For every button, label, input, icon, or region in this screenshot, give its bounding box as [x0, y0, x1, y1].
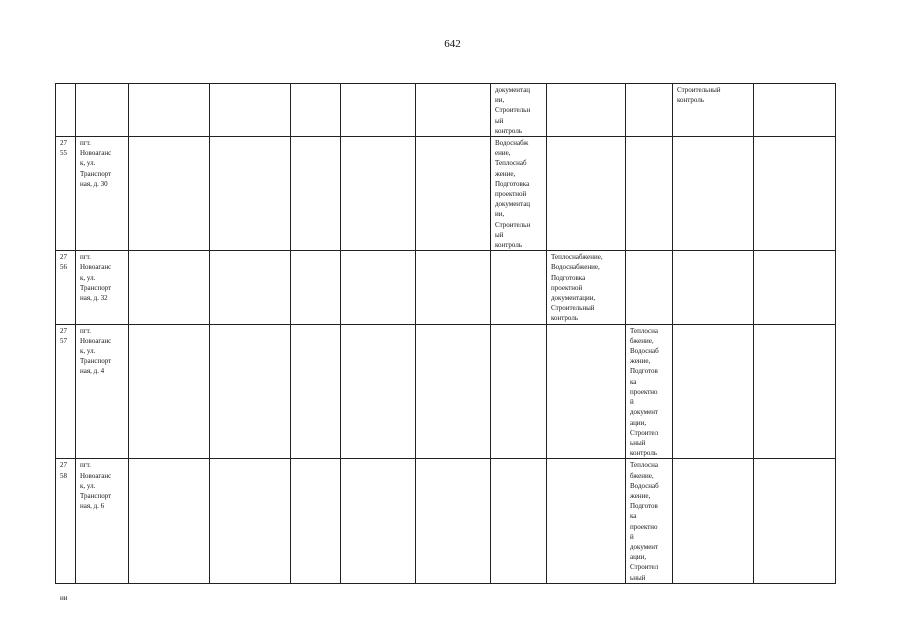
table-cell [416, 84, 491, 137]
table-body [56, 84, 836, 584]
table-cell [341, 324, 416, 459]
table-cell [547, 84, 626, 137]
table-cell [129, 251, 210, 324]
table-row [56, 324, 836, 459]
address-cell: пгт. Новоаганс к, ул. Транспорт ная, д. 30 [76, 137, 129, 251]
table-cell [754, 137, 836, 251]
table-cell [129, 137, 210, 251]
table-cell [491, 251, 547, 324]
row-number-cell: 27 55 [56, 137, 76, 251]
table-cell [210, 84, 291, 137]
table-cell [210, 324, 291, 459]
table-cell [291, 137, 341, 251]
table-cell [341, 84, 416, 137]
page-number: 642 [444, 38, 461, 50]
table-cell [210, 251, 291, 324]
address-cell [76, 84, 129, 137]
table-cell [754, 251, 836, 324]
data-table [55, 83, 836, 584]
table-cell [547, 324, 626, 459]
table-row [56, 459, 836, 583]
table-cell [673, 324, 754, 459]
table-cell [341, 459, 416, 583]
table-cell [129, 459, 210, 583]
address-cell: пгт. Новоаганс к, ул. Транспорт ная, д. 6 [76, 459, 129, 583]
table-cell [491, 459, 547, 583]
table-cell [210, 459, 291, 583]
table-cell [491, 324, 547, 459]
footer-mark: ни [60, 594, 68, 602]
address-cell: пгт. Новоаганс к, ул. Транспорт ная, д. 32 [76, 251, 129, 324]
table-row [56, 251, 836, 324]
table-cell [626, 84, 673, 137]
table-cell [291, 84, 341, 137]
address-cell: пгт. Новоаганс к, ул. Транспорт ная, д. 4 [76, 324, 129, 459]
table-cell [291, 251, 341, 324]
table-cell: Теплосна бжение, Водоснаб жение, Подготов ка проектно й документ ации, Строител ьный контроль [626, 324, 673, 459]
table-cell [547, 459, 626, 583]
table-row [56, 84, 836, 137]
table-cell: Строительный контроль [673, 84, 754, 137]
table-cell [416, 251, 491, 324]
table-cell: Теплоснабжение, Водоснабжение, Подготовка проектной документации, Строительный контроль [547, 251, 626, 324]
row-number-cell: 27 56 [56, 251, 76, 324]
row-number-cell: 27 58 [56, 459, 76, 583]
table-cell [754, 84, 836, 137]
table-cell [291, 324, 341, 459]
table-cell [210, 137, 291, 251]
table-cell [416, 137, 491, 251]
table-cell [291, 459, 341, 583]
table-cell: Водоснабж ение, Теплоснаб жение, Подготовка проектной документац ии, Строительн ый контроль [491, 137, 547, 251]
table-cell [626, 251, 673, 324]
row-number-cell: 27 57 [56, 324, 76, 459]
table-cell [673, 459, 754, 583]
table-cell: Теплосна бжение, Водоснаб жение, Подготов ка проектно й документ ации, Строител ьный [626, 459, 673, 583]
row-number-cell [56, 84, 76, 137]
table-cell [626, 137, 673, 251]
table-cell: документац ии, Строительн ый контроль [491, 84, 547, 137]
table-cell [754, 459, 836, 583]
table-cell [416, 459, 491, 583]
table-cell [341, 137, 416, 251]
table-row [56, 137, 836, 251]
table-cell [547, 137, 626, 251]
table-cell [754, 324, 836, 459]
table-cell [341, 251, 416, 324]
table-cell [129, 84, 210, 137]
table-cell [129, 324, 210, 459]
table-cell [673, 251, 754, 324]
table-cell [416, 324, 491, 459]
table-cell [673, 137, 754, 251]
